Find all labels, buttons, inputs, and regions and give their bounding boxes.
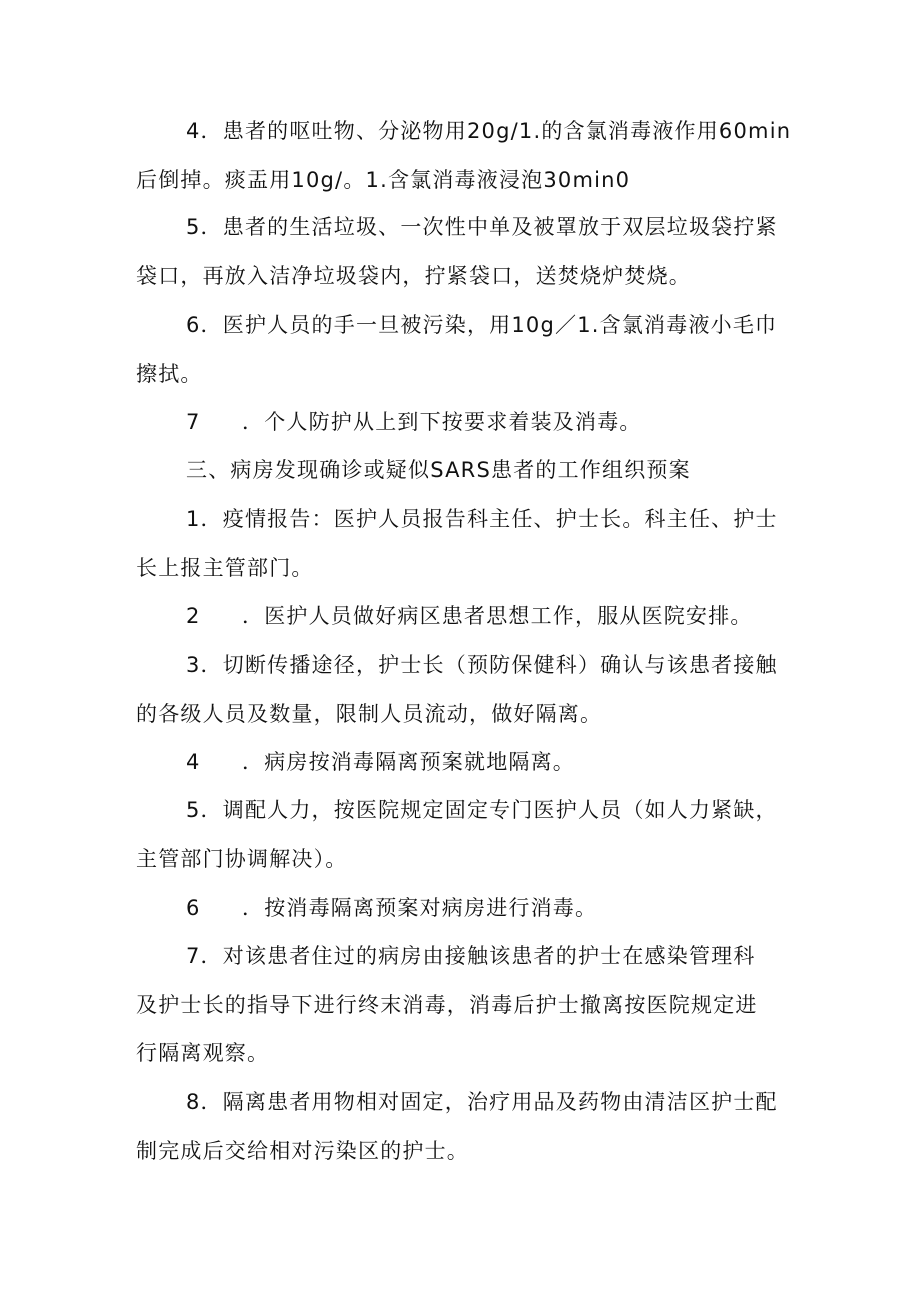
item-number: 4 [186,750,201,774]
text-line: 擦拭。 [136,361,203,386]
paragraph-item-4-isolation [136,738,796,787]
text-line: 行隔离观察。 [136,1041,270,1065]
paragraph-item-8-supplies [136,1078,796,1175]
text-line: 5．患者的生活垃圾、一次性中单及被罩放于双层垃圾袋拧紧 [186,215,778,239]
text-line: 袋口，再放入洁净垃圾袋内，拧紧袋口，送焚烧炉焚烧。 [136,263,691,288]
paragraph-item-6-disinfection [136,884,796,933]
item-text: ．医护人员做好病区患者思想工作，服从医院安排。 [242,604,753,628]
item-text: ．按消毒隔离预案对病房进行消毒。 [242,896,598,920]
text-line: 1．疫情报告：医护人员报告科主任、护士长。科主任、护士 [186,507,778,531]
text-line: 后倒掉。痰盂用10g/。1.含氯消毒液浸泡30min0 [136,167,631,192]
text-line: 的各级人员及数量，限制人员流动，做好隔离。 [136,701,603,726]
paragraph-item-7-protection [136,398,796,447]
paragraph-item-6-hands [136,301,796,398]
paragraph-item-5-garbage [136,203,796,300]
paragraph-item-5-staffing [136,786,796,883]
paragraph-item-2-patients [136,592,796,641]
paragraph-item-4-vomit [136,107,796,204]
text-line: 8．隔离患者用物相对固定，治疗用品及药物由清洁区护士配 [186,1090,778,1114]
text-line: 长上报主管部门。 [136,555,314,580]
section-heading-3 [136,446,796,495]
text-line: 3．切断传播途径，护士长（预防保健科）确认与该患者接触 [186,653,778,677]
item-number: 6 [186,896,201,920]
text-line: 4．患者的呕吐物、分泌物用20g/1.的含氯消毒液作用60min [186,119,792,143]
paragraph-item-7-terminal [136,932,796,1078]
paragraph-item-1-report [136,495,796,592]
text-line: 5．调配人力，按医院规定固定专门医护人员（如人力紧缺， [186,798,778,822]
text-line: 主管部门协调解决）。 [136,846,348,871]
item-text: ．病房按消毒隔离预案就地隔离。 [242,750,575,774]
text-line: 及护士长的指导下进行终末消毒，消毒后护士撤离按医院规定进 [136,992,758,1017]
paragraph-item-3-transmission [136,641,796,738]
section-title: 三、病房发现确诊或疑似SARS患者的工作组织预案 [186,458,691,482]
item-number: 7 [186,410,201,434]
text-line: 6．医护人员的手一旦被污染，用10g／1.含氯消毒液小毛巾 [186,313,778,337]
item-number: 2 [186,604,201,628]
text-line: 制完成后交给相对污染区的护士。 [136,1138,469,1163]
text-line: 7．对该患者住过的病房由接触该患者的护士在感染管理科 [186,944,756,968]
item-text: ．个人防护从上到下按要求着装及消毒。 [242,410,642,434]
